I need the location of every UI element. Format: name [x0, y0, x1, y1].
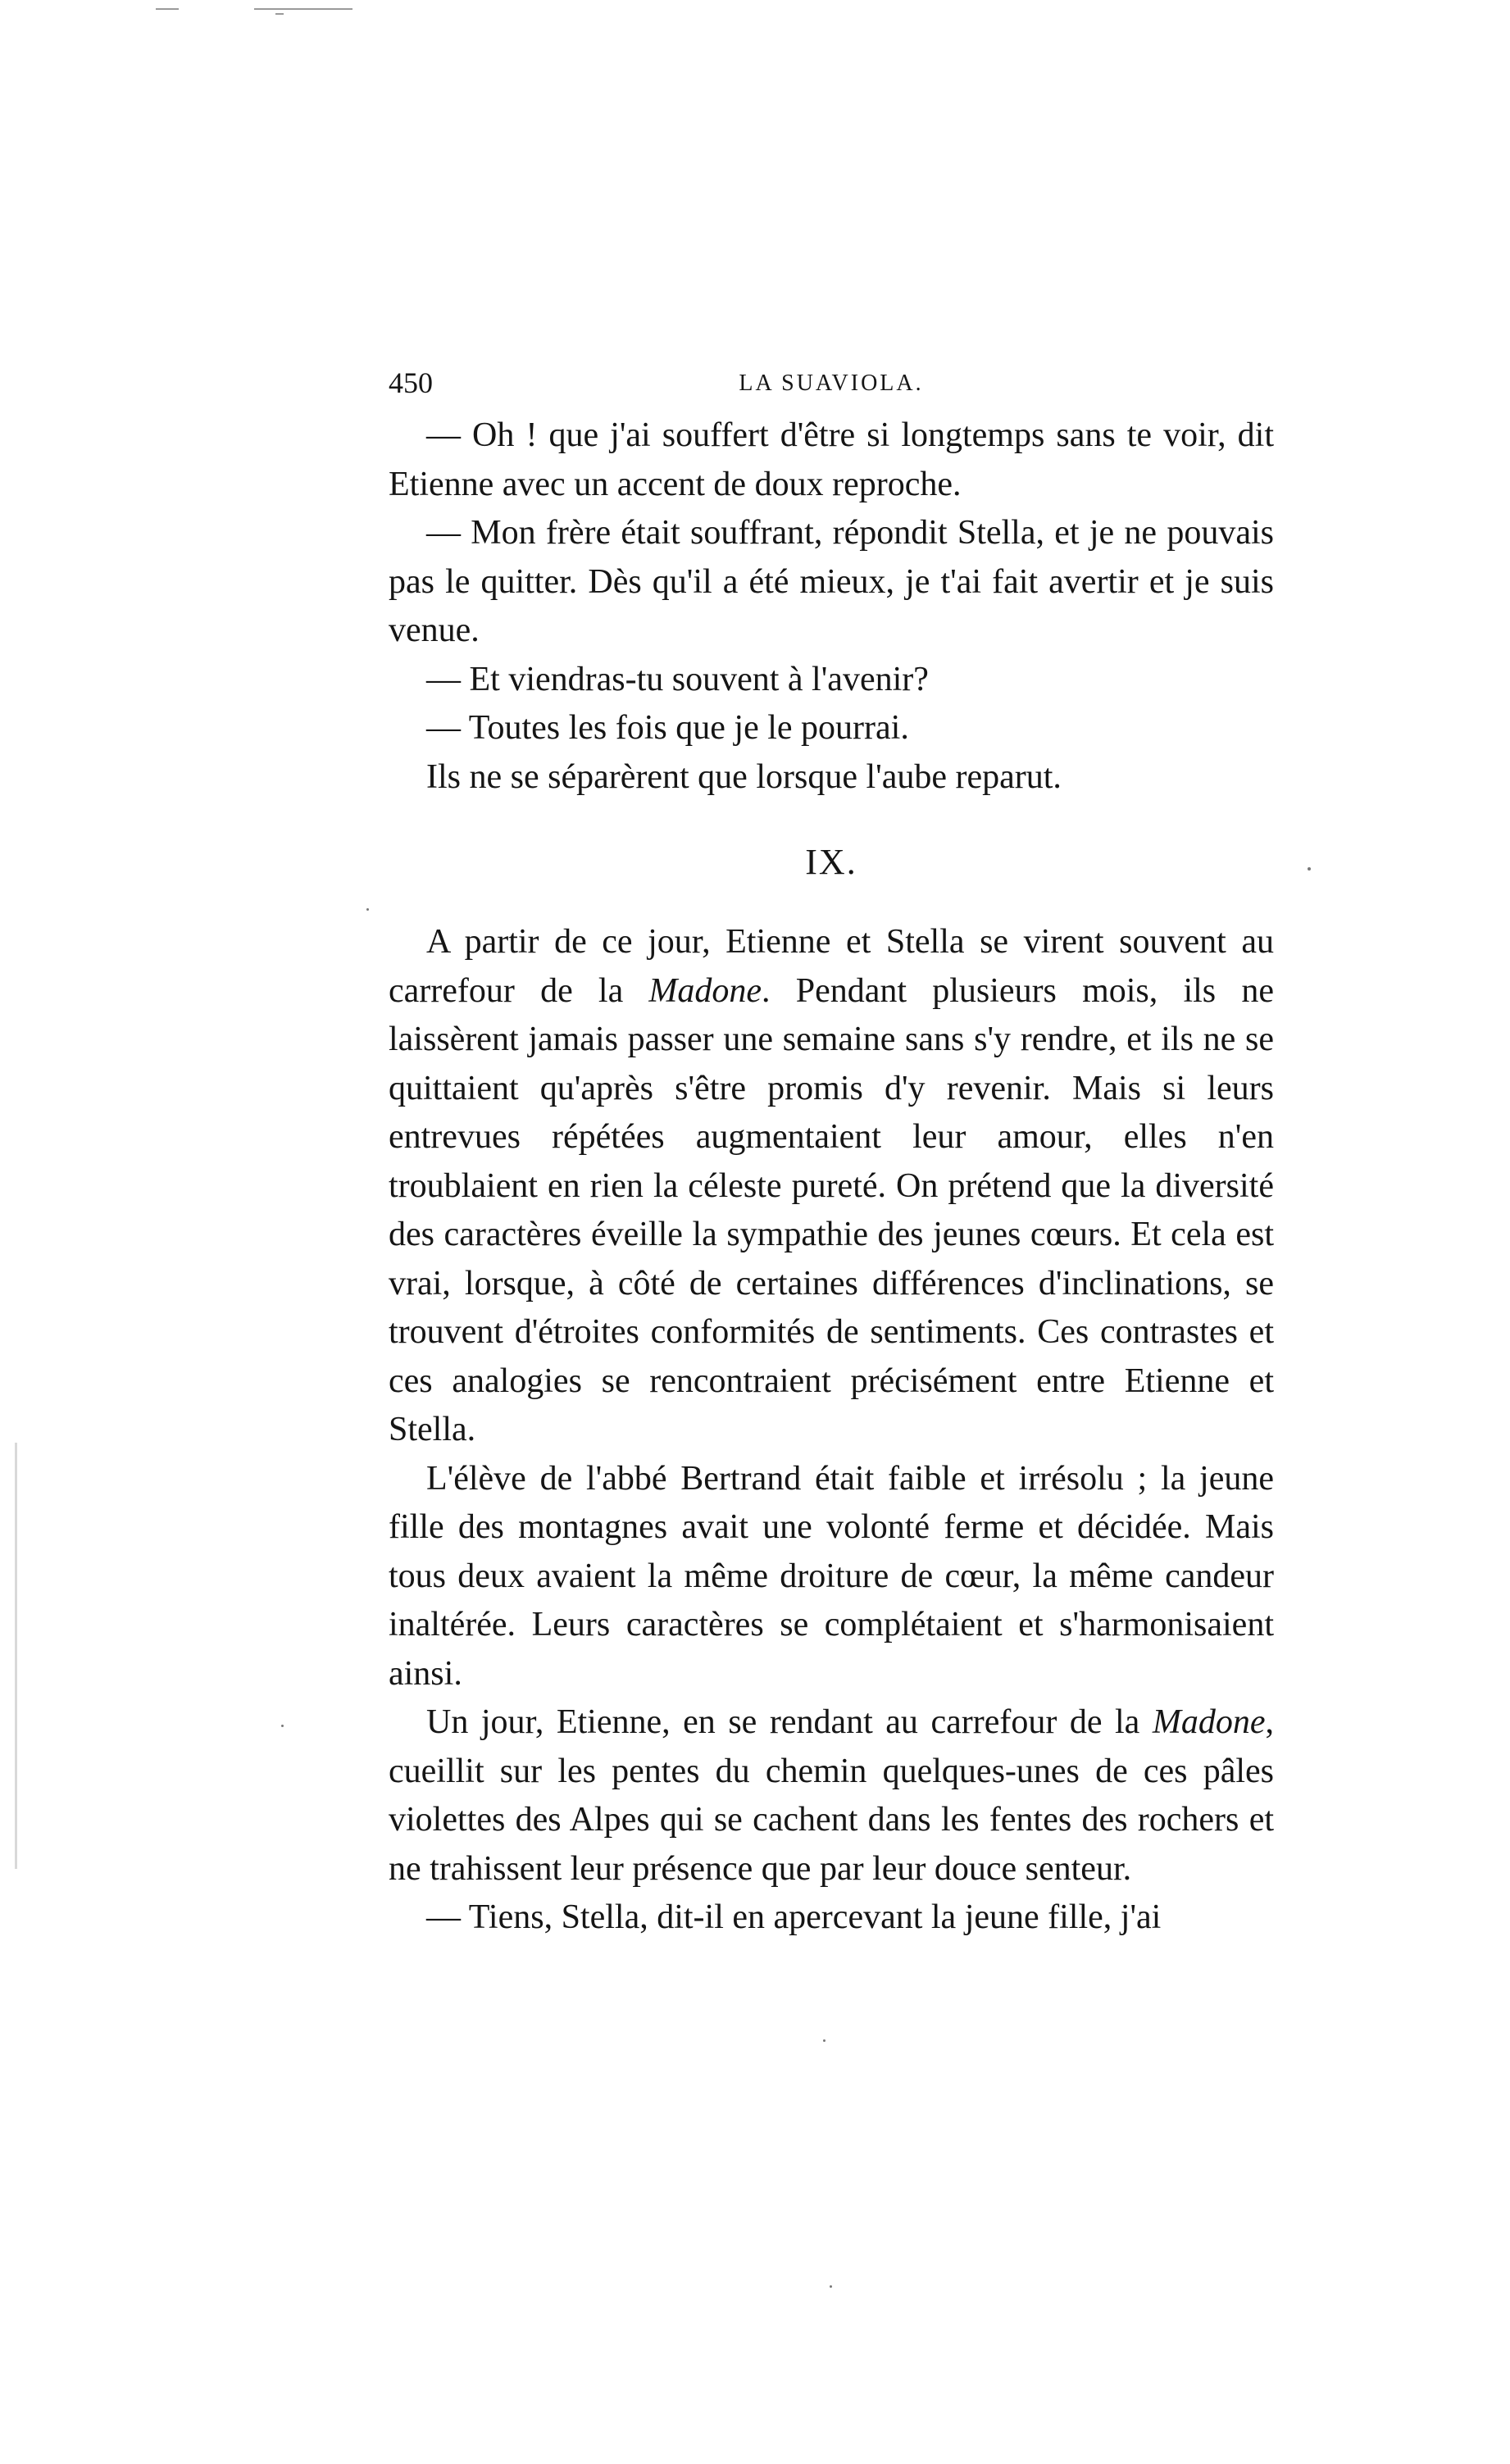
paragraph-1: — Oh ! que j'ai souffert d'être si longtemps sans te voir, dit Etienne avec un accent de doux reproche.	[389, 416, 1274, 503]
paragraph-8-text-start: Un jour, Etienne, en se rendant au carrefour de la	[426, 1703, 1153, 1741]
dust-mark	[830, 2285, 832, 2288]
paragraph-9: — Tiens, Stella, dit-il en apercevant la jeune fille, j'ai	[426, 1898, 1162, 1936]
dust-mark	[281, 1725, 284, 1727]
paragraph-6-italic-madone: Madone	[648, 971, 762, 1010]
paragraph-8-italic-madone: Madone	[1152, 1703, 1266, 1741]
paragraph-7: L'élève de l'abbé Bertrand était faible et irrésolu ; la jeune fille des montagnes avait une volonté ferme et décidée. Mais tous deux avaient la même droiture de cœur, la même candeur inaltérée. Leurs caractères se complétaient et s'harmonisaient ainsi.	[389, 1459, 1274, 1693]
dust-mark	[366, 908, 369, 911]
paragraph-4: — Toutes les fois que je le pourrai.	[426, 709, 909, 747]
running-title: LA SUAVIOLA.	[739, 371, 924, 396]
paragraph-8	[389, 1698, 1274, 1893]
left-scan-edge	[15, 1443, 17, 1869]
body-text	[389, 411, 1274, 1943]
paragraph-6	[389, 918, 1274, 1455]
paragraph-6-text-start: A partir de ce jour, Etienne et Stella se virent souvent au carrefour de la	[389, 923, 1274, 1010]
paragraph-5: Ils ne se séparèrent que lorsque l'aube reparut.	[426, 757, 1062, 796]
paragraph-6-text-end: . Pendant plusieurs mois, ils ne laissèrent jamais passer une semaine sans s'y rendre, et ils ne se quittaient qu'après s'être promis d'y revenir. Mais si leurs entrevues répétées augmentaient leur amour, elles n'en troublaient en rien la céleste pureté. On prétend que la diversité des caractères éveille la sympathie des jeunes cœurs. Et cela est vrai, lorsque, à côté de certaines différences d'inclinations, se trouvent d'étroites conformités de sentiments. Ces contrastes et ces analogies se rencontraient précisément entre Etienne et Stella.	[389, 971, 1274, 1448]
dust-mark	[823, 2039, 825, 2042]
chapter-heading: IX.	[805, 842, 857, 882]
paragraph-3: — Et viendras-tu souvent à l'avenir?	[426, 660, 929, 698]
dust-mark	[1308, 867, 1311, 871]
page-number: 450	[389, 366, 433, 399]
top-scan-marks	[156, 3, 402, 20]
paragraph-8-text-end: , cueillit sur les pentes du chemin quelques-unes de ces pâles violettes des Alpes qui se cachent dans les fentes des rochers et ne trahissent leur présence que par leur douce senteur.	[389, 1703, 1274, 1888]
page-header	[389, 366, 1274, 398]
paragraph-2: — Mon frère était souffrant, répondit Stella, et je ne pouvais pas le quitter. Dès qu'il a été mieux, je t'ai fait avertir et je suis venue.	[389, 514, 1274, 649]
